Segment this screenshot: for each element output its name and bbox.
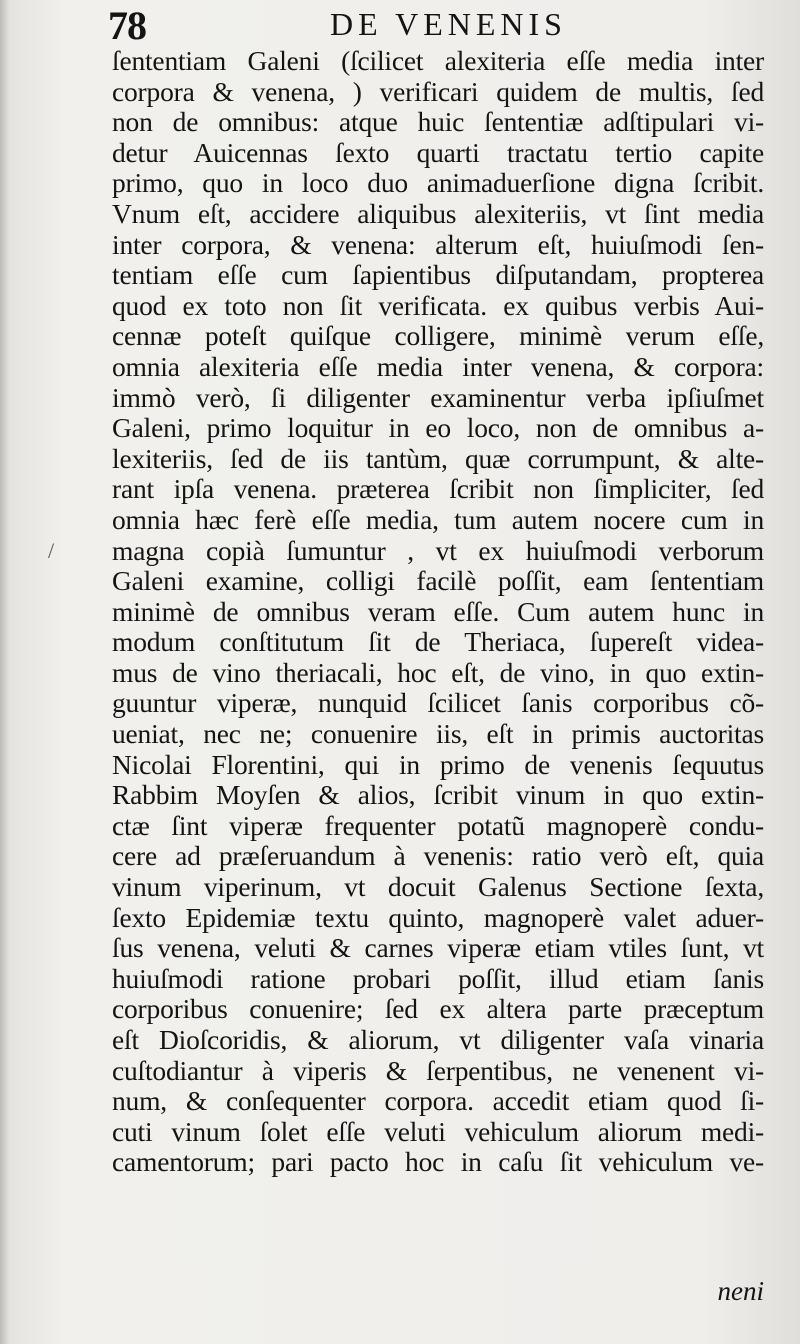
- text-line: magna copià ſumuntur , vt ex huiuſmodi verborum: [112, 534, 764, 566]
- text-line: inter corpora, & venena: alterum eſt, huiuſmodi ſen-: [112, 228, 764, 260]
- text-line: primo, quo in loco duo animaduerſione digna ſcribit.: [112, 167, 764, 199]
- text-line: guuntur viperæ, nunquid ſcilicet ſanis corporibus cõ-: [112, 687, 764, 719]
- text-line: rant ipſa venena. præterea ſcribit non ſimpliciter, ſed: [112, 473, 764, 505]
- text-line: non de omnibus: atque huic ſententiæ adſtipulari vi-: [112, 106, 764, 138]
- text-line: Galeni, primo loquitur in eo loco, non de omnibus a-: [112, 412, 764, 444]
- text-line: huiuſmodi ratione probari poſſit, illud etiam ſanis: [112, 962, 764, 994]
- text-line: Galeni examine, colligi facilè poſſit, eam ſententiam: [112, 565, 764, 597]
- text-line: ſus venena, veluti & carnes viperæ etiam vtiles ſunt, vt: [112, 932, 764, 964]
- text-line: cuti vinum ſolet eſſe veluti vehiculum aliorum medi-: [112, 1115, 764, 1147]
- text-line: cuſtodiantur à viperis & ſerpentibus, ne venenent vi-: [112, 1054, 764, 1086]
- margin-mark: /: [48, 538, 55, 563]
- text-line: quod ex toto non ſit verificata. ex quibus verbis Aui-: [112, 289, 764, 321]
- text-line: ſexto Epidemiæ textu quinto, magnoperè valet aduer-: [112, 901, 764, 933]
- text-line: lexiteriis, ſed de iis tantùm, quæ corrumpunt, & alte-: [112, 442, 764, 474]
- text-line: Nicolai Florentini, qui in primo de venenis ſequutus: [112, 748, 764, 780]
- text-line: omnia hæc ferè eſſe media, tum autem nocere cum in: [112, 503, 764, 535]
- text-line: vinum viperinum, vt docuit Galenus Sectione ſexta,: [112, 871, 764, 903]
- text-line: eſt Dioſcoridis, & aliorum, vt diligenter vaſa vinaria: [112, 1024, 764, 1055]
- text-line: immò verò, ſi diligenter examinentur verba ipſiuſmet: [112, 381, 764, 413]
- text-line: Vnum eſt, accidere aliquibus alexiteriis, vt ſint media: [112, 197, 764, 229]
- text-line: corporibus conuenire; ſed ex altera parte præceptum: [112, 993, 764, 1025]
- text-line: omnia alexiteria eſſe media inter venena, & corpora:: [112, 350, 764, 382]
- text-line: Rabbim Moyſen & alios, ſcribit vinum in quo extin-: [112, 779, 764, 811]
- running-head: DE VENENIS: [330, 6, 567, 42]
- text-line: cennæ poteſt quiſque colligere, minimè verum eſſe,: [112, 320, 764, 352]
- text-line: ctæ ſint viperæ frequenter potatũ magnoperè condu-: [112, 809, 764, 841]
- text-line: tentiam eſſe cum ſapientibus diſputandam, propterea: [112, 259, 764, 291]
- text-line: minimè de omnibus veram eſſe. Cum autem hunc in: [112, 595, 764, 627]
- text-line: ſententiam Galeni (ſcilicet alexiteria eſſe media inter: [112, 45, 764, 76]
- text-line: ueniat, nec ne; conuenire iis, eſt in primis auctoritas: [112, 718, 764, 750]
- text-line: num, & conſequenter corpora. accedit etiam quod ſi-: [112, 1085, 764, 1117]
- text-line: mus de vino theriacali, hoc eſt, de vino, in quo extin-: [112, 656, 764, 688]
- body-text: [112, 46, 764, 1178]
- text-line: modum conſtitutum ſit de Theriaca, ſupereſt videa-: [112, 626, 764, 658]
- catchword: neni: [717, 1276, 764, 1306]
- text-line: cere ad præſeruandum à venenis: ratio verò eſt, quia: [112, 840, 764, 872]
- page-number: 78: [108, 3, 146, 48]
- page-gutter-shadow: [0, 0, 10, 1344]
- text-line: camentorum; pari pacto hoc in caſu ſit vehiculum ve-: [112, 1146, 764, 1178]
- page-header: [108, 2, 770, 46]
- text-line: detur Auicennas ſexto quarti tractatu tertio capite: [112, 136, 764, 168]
- text-line: corpora & venena, ) verificari quidem de multis, ſed: [112, 75, 764, 107]
